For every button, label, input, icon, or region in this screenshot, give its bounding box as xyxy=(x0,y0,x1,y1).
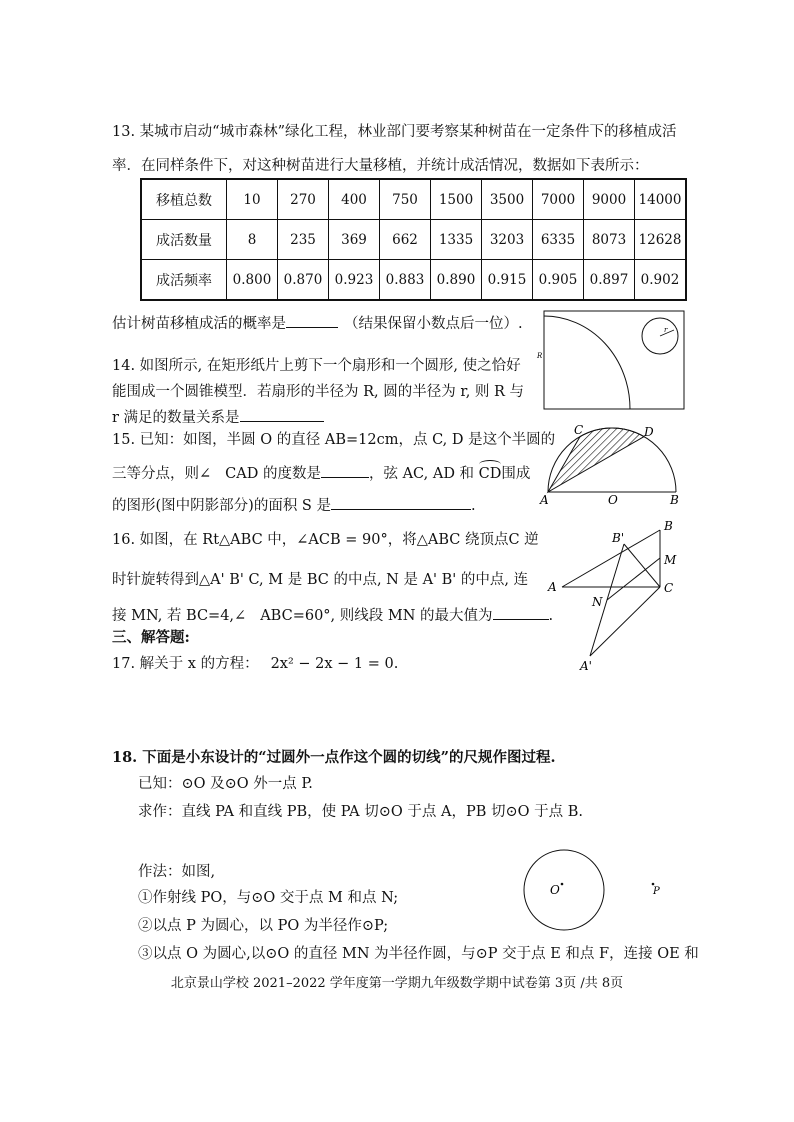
answer-blank xyxy=(286,327,338,328)
q15-line2b: CAD 的度数是 xyxy=(225,466,321,482)
q13-line1: 13. 某城市启动“城市森林”绿化工程，林业部门要考察某种树苗在一定条件下的移植成活 xyxy=(112,124,677,140)
q16-line1: 16. 如图，在 Rt△ABC 中，∠ACB = 90°，将△ABC 绕顶点C 逆 xyxy=(112,532,539,548)
label-r: r xyxy=(664,326,668,334)
q15-line2 xyxy=(112,462,530,483)
label-C: C xyxy=(574,424,584,437)
answer-blank xyxy=(240,421,324,422)
q18-method: 作法：如图, xyxy=(138,864,216,880)
table-cell: 9000 xyxy=(584,179,635,220)
answer-blank xyxy=(493,619,549,620)
q15-line2c: ，弦 AC, AD 和 xyxy=(368,466,475,482)
label-O: O xyxy=(608,493,618,507)
table-cell: 0.905 xyxy=(533,260,584,301)
q14-line3-text: r 满足的数量关系是 xyxy=(112,410,240,426)
table-cell: 0.883 xyxy=(380,260,431,301)
q18-given: 已知：⊙O 及⊙O 外一点 P. xyxy=(138,776,313,792)
q16-line3c: . xyxy=(548,608,554,624)
page-footer: 北京景山学校 2021–2022 学年度第一学期九年级数学期中试卷第 3页 /共 8页 xyxy=(170,976,624,991)
point-O xyxy=(561,883,564,886)
answer-blank xyxy=(321,477,369,478)
table-cell: 0.870 xyxy=(278,260,329,301)
table-cell: 10 xyxy=(227,179,278,220)
section-title: 三、解答题: xyxy=(112,629,190,646)
label-P: P xyxy=(653,886,660,897)
table-row xyxy=(141,220,686,260)
rect-paper xyxy=(544,311,684,409)
label-Bprime: B' xyxy=(612,531,625,545)
q18-figure xyxy=(520,846,680,936)
label-B: B xyxy=(670,493,679,507)
label-D: D xyxy=(644,425,654,439)
sector-arc xyxy=(544,316,630,409)
table-cell: 270 xyxy=(278,179,329,220)
q13-answer-line xyxy=(112,312,523,333)
q15-line2d: 围成 xyxy=(501,466,531,482)
label-N: N xyxy=(592,595,603,609)
table-cell: 3203 xyxy=(482,220,533,260)
segment-AB xyxy=(562,530,660,587)
table-cell: 3500 xyxy=(482,179,533,220)
q15-line1: 15. 已知：如图，半圆 O 的直径 AB=12cm，点 C, D 是这个半圆的 xyxy=(112,432,556,448)
label-Aprime: A' xyxy=(580,659,592,673)
label-C: C xyxy=(664,581,674,595)
table-cell: 1500 xyxy=(431,179,482,220)
q16-line3b: ABC=60°, 则线段 MN 的最大值为 xyxy=(260,608,493,624)
q15-figure xyxy=(536,424,696,508)
table-cell: 0.902 xyxy=(635,260,687,301)
table-cell: 0.890 xyxy=(431,260,482,301)
segment-MN xyxy=(607,558,660,600)
q14-line2: 能围成一个圆锥模型．若扇形的半径为 R, 圆的半径为 r, 则 R 与 xyxy=(112,384,525,400)
table-cell: 662 xyxy=(380,220,431,260)
table-row xyxy=(141,179,686,220)
q14-line1: 14. 如图所示, 在矩形纸片上剪下一个扇形和一个圆形, 使之恰好 xyxy=(112,358,521,374)
table-cell: 0.800 xyxy=(227,260,278,301)
table-cell: 12628 xyxy=(635,220,687,260)
arc-CD-text: CD xyxy=(478,466,502,482)
label-B: B xyxy=(664,519,673,533)
table-cell: 400 xyxy=(329,179,380,220)
q18-title: 18. 下面是小东设计的“过圆外一点作这个圆的切线”的尺规作图过程. xyxy=(112,749,556,766)
q15-line3 xyxy=(112,494,476,515)
arc-mark xyxy=(479,460,502,469)
point-P xyxy=(652,883,655,886)
label-R: R xyxy=(537,352,543,360)
q17-prefix: 17. 解关于 x 的方程： xyxy=(112,656,259,672)
q16-figure xyxy=(540,518,690,674)
q15-line3a: 的图形(图中阴影部分)的面积 S 是 xyxy=(112,498,331,514)
table-cell: 1335 xyxy=(431,220,482,260)
table-cell: 235 xyxy=(278,220,329,260)
q15-line2a: 三等分点，则∠ xyxy=(112,466,212,482)
label-O: O xyxy=(550,883,560,897)
segment-BpC xyxy=(624,544,660,587)
label-A: A xyxy=(540,493,549,507)
q14-figure xyxy=(536,308,688,412)
table-cell: 8 xyxy=(227,220,278,260)
circle-O xyxy=(524,850,604,930)
arc-CD-label xyxy=(479,466,502,482)
table-header-cell: 移植总数 xyxy=(141,179,227,220)
shaded-region xyxy=(548,428,644,492)
q18-step2: ②以点 P 为圆心，以 PO 为半径作⊙P; xyxy=(138,918,389,934)
q16-line2: 时针旋转得到△A' B' C, M 是 BC 的中点, N 是 A' B' 的中点, 连 xyxy=(112,572,529,588)
q13-data-table xyxy=(140,178,687,301)
table-cell: 750 xyxy=(380,179,431,220)
label-A: A xyxy=(548,580,557,594)
table-cell: 7000 xyxy=(533,179,584,220)
q18-construct: 求作：直线 PA 和直线 PB，使 PA 切⊙O 于点 A，PB 切⊙O 于点 B. xyxy=(138,804,584,820)
table-cell: 369 xyxy=(329,220,380,260)
q17-line xyxy=(112,652,398,673)
table-header-cell: 成活频率 xyxy=(141,260,227,301)
table-cell: 14000 xyxy=(635,179,687,220)
q18-step1: ①作射线 PO，与⊙O 交于点 M 和点 N; xyxy=(138,890,399,906)
table-row xyxy=(141,260,686,301)
q13-answer-prefix: 估计树苗移植成活的概率是 xyxy=(112,316,286,332)
q16-line3a: 接 MN, 若 BC=4,∠ xyxy=(112,608,247,624)
table-cell: 0.915 xyxy=(482,260,533,301)
q14-line3 xyxy=(112,406,324,427)
q15-line3b: . xyxy=(470,498,476,514)
table-cell: 6335 xyxy=(533,220,584,260)
label-M: M xyxy=(664,553,677,567)
q18-step3: ③以点 O 为圆心,以⊙O 的直径 MN 为半径作圆，与⊙P 交于点 E 和点 F，连接 OE 和 xyxy=(138,946,699,962)
q13-answer-suffix: （结果保留小数点后一位）. xyxy=(344,316,523,332)
table-cell: 0.897 xyxy=(584,260,635,301)
table-header-cell: 成活数量 xyxy=(141,220,227,260)
q17-equation: 2x² − 2x − 1 = 0. xyxy=(270,656,399,672)
answer-blank xyxy=(331,509,471,510)
q16-line3 xyxy=(112,604,553,625)
table-cell: 8073 xyxy=(584,220,635,260)
table-cell: 0.923 xyxy=(329,260,380,301)
q13-line2: 率．在同样条件下，对这种树苗进行大量移植，并统计成活情况，数据如下表所示： xyxy=(112,158,649,174)
